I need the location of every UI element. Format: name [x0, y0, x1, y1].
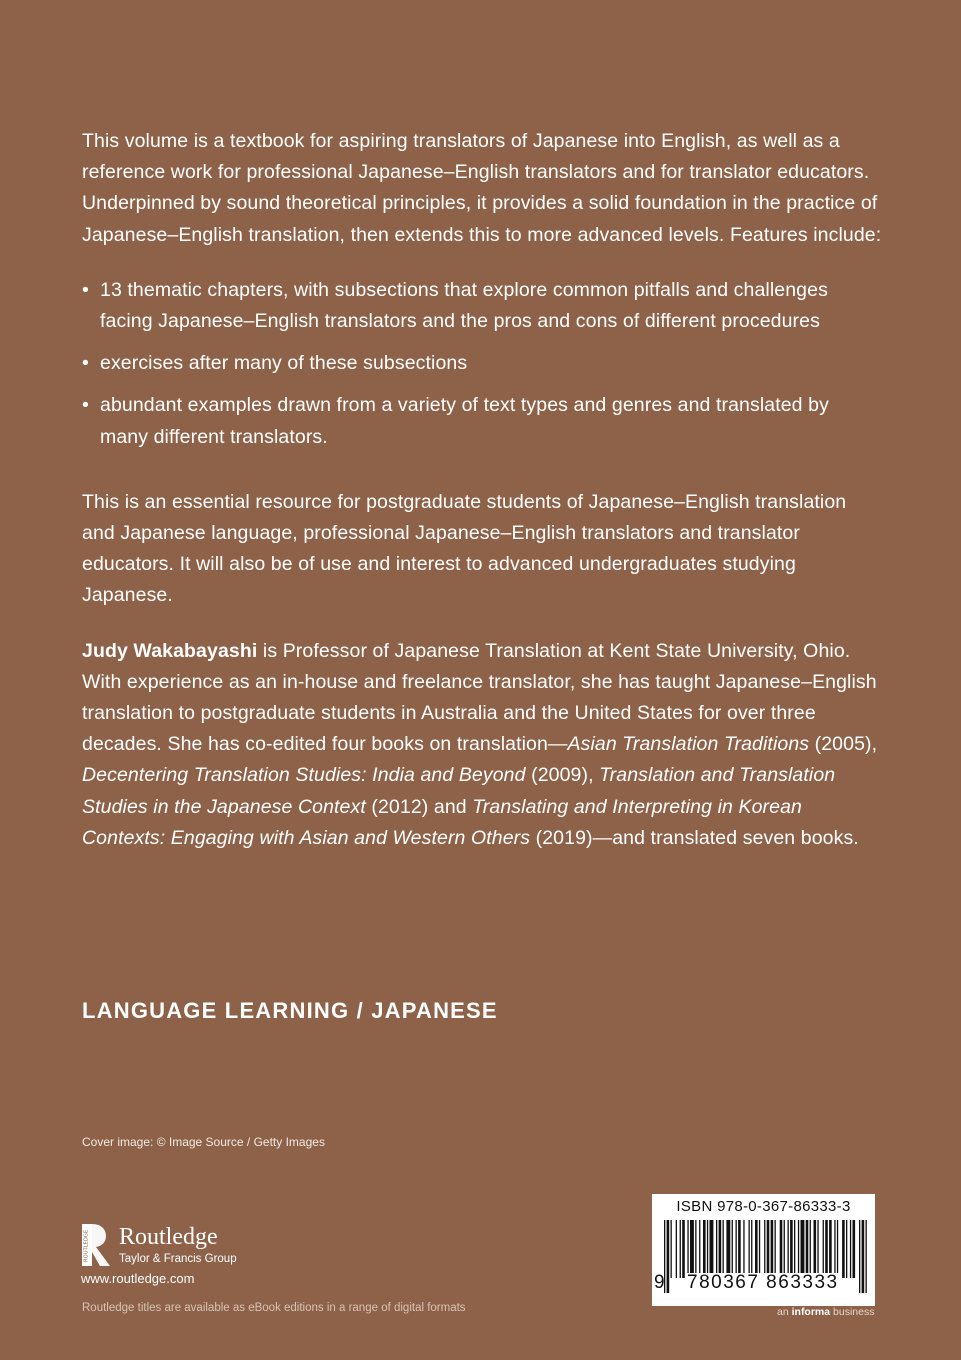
bio-text: (2009),: [525, 764, 600, 787]
barcode-bar: [751, 1220, 752, 1278]
barcode-bar: [676, 1220, 677, 1278]
barcode-bar: [667, 1220, 670, 1293]
audience-paragraph: This is an essential resource for postgraduate students of Japanese–English translation and Japanese language, professional Japanese–English translators and translator educators. It will also be of use and interest to advanced undergraduates studying Japanese.: [82, 490, 847, 607]
barcode-bar: [710, 1220, 714, 1278]
isbn-label: ISBN 978-0-367-86333-3: [676, 1198, 851, 1215]
book-title: Translation and Translation Studies in the Japanese Context: [82, 764, 836, 818]
feature-text: 13 thematic chapters, with subsections that explore common pitfalls and challenges facing Japanese–English translators and the pros and cons of different procedures: [100, 278, 828, 333]
barcode-bar: [834, 1220, 835, 1278]
book-title: Decentering Translation Studies: India and Beyond: [82, 764, 526, 787]
book-title: Asian Translation Traditions: [567, 733, 810, 756]
barcode-number: 780367 863333: [687, 1272, 839, 1293]
routledge-logo-icon: [80, 1222, 114, 1268]
barcode-bar: [759, 1220, 760, 1278]
publisher-url: www.routledge.com: [81, 1271, 195, 1286]
logo-vertical-text: ROUTLEDGE: [83, 1229, 90, 1262]
barcode-bar: [798, 1220, 799, 1278]
author-name: Judy Wakabayashi: [82, 639, 258, 662]
barcode-bar: [859, 1220, 860, 1293]
barcode-bar: [823, 1220, 824, 1278]
barcode-bar: [755, 1220, 758, 1278]
barcode-bar: [703, 1220, 706, 1278]
bullet-icon: •: [82, 278, 89, 301]
barcode-bar: [719, 1220, 722, 1278]
barcode-bar: [738, 1220, 741, 1278]
barcode-bar: [790, 1220, 793, 1278]
barcode-bar: [853, 1220, 856, 1278]
publisher-block: [80, 1221, 340, 1291]
barcode-bar: [699, 1220, 700, 1278]
bio-text: (2005),: [809, 733, 878, 756]
isbn-barcode: [652, 1194, 875, 1306]
barcode-bar: [817, 1220, 818, 1278]
barcode-bar: [771, 1220, 774, 1278]
blurb: [82, 126, 882, 854]
publisher-group: Taylor & Francis Group: [119, 1253, 237, 1265]
barcode-number-prefix: 9: [654, 1272, 665, 1293]
ebook-note: Routledge titles are available as eBook editions in a range of digital formats: [82, 1302, 466, 1314]
barcode-bar: [784, 1220, 785, 1278]
intro-paragraph: This volume is a textbook for aspiring translators of Japanese into English, as well as a reference work for professional Japanese–English translators and for translator educators. Underpinned by sound theoretical principles, it provides a solid foundation in the practice of Japanese–English translation, then extends this to more advanced levels. Features include:: [82, 130, 882, 246]
informa-prefix: an: [777, 1306, 792, 1318]
book-title: Translating and Interpreting in Korean Contexts: Engaging with Asian and Western Others: [82, 795, 802, 849]
barcode-bar: [743, 1220, 744, 1278]
informa-brand: informa: [791, 1306, 831, 1318]
barcode-bar: [682, 1220, 685, 1278]
barcode-bar: [829, 1220, 832, 1278]
barcode-bar: [842, 1220, 845, 1278]
barcode-bar: [736, 1220, 737, 1278]
barcode-bar: [707, 1220, 708, 1278]
barcode-bar: [749, 1220, 750, 1278]
feature-text: exercises after many of these subsections: [100, 352, 468, 375]
feature-text: abundant examples drawn from a variety of text types and genres and translated by many different translators.: [100, 394, 829, 448]
barcode-bar: [690, 1220, 694, 1278]
barcode-bar: [687, 1220, 688, 1278]
barcode-bar: [695, 1220, 696, 1278]
subject-category: LANGUAGE LEARNING / JAPANESE: [82, 998, 498, 1023]
bio-text: is Professor of Japanese Translation at Kent State University, Ohio. With experience as an in-house and freelance translator, she has taught Japanese–English translation to postgraduate students in Australia and the United States for over three decades. She has co-edited four books on translation—: [82, 639, 877, 756]
barcode-bar: [862, 1220, 865, 1293]
barcode-bar: [794, 1220, 795, 1278]
list-item: [82, 390, 882, 452]
informa-business: [777, 1306, 874, 1318]
barcode-bar: [671, 1220, 672, 1278]
barcode-bar: [806, 1220, 809, 1278]
barcode-bar: [814, 1220, 817, 1278]
barcode-bar: [801, 1220, 805, 1278]
barcode-bar: [775, 1220, 776, 1278]
barcode-bar: [866, 1220, 867, 1293]
list-item: [82, 348, 882, 379]
barcode-bar: [726, 1220, 730, 1278]
barcode-bar: [837, 1220, 838, 1278]
bio-text: (2012) and: [365, 795, 473, 818]
author-bio: [82, 636, 882, 854]
barcode-bar: [825, 1220, 828, 1278]
bullet-icon: •: [82, 352, 89, 375]
informa-suffix: business: [830, 1306, 875, 1318]
barcode-bar: [723, 1220, 724, 1278]
barcode-bar: [680, 1220, 681, 1278]
features-list: [82, 275, 882, 453]
barcode-bar: [780, 1220, 783, 1278]
bio-text: (2019)—and translated seven books.: [530, 826, 859, 849]
cover-credit: Cover image: © Image Source / Getty Images: [82, 1135, 325, 1149]
barcode-bar: [846, 1220, 847, 1278]
barcode-bar: [716, 1220, 717, 1278]
list-item: [82, 275, 882, 337]
bullet-icon: •: [82, 394, 89, 417]
barcode-bar: [810, 1220, 811, 1278]
barcode-bar: [788, 1220, 789, 1278]
barcode-bar: [732, 1220, 733, 1278]
publisher-name: Routledge: [119, 1224, 218, 1250]
barcode-bar: [850, 1220, 851, 1278]
